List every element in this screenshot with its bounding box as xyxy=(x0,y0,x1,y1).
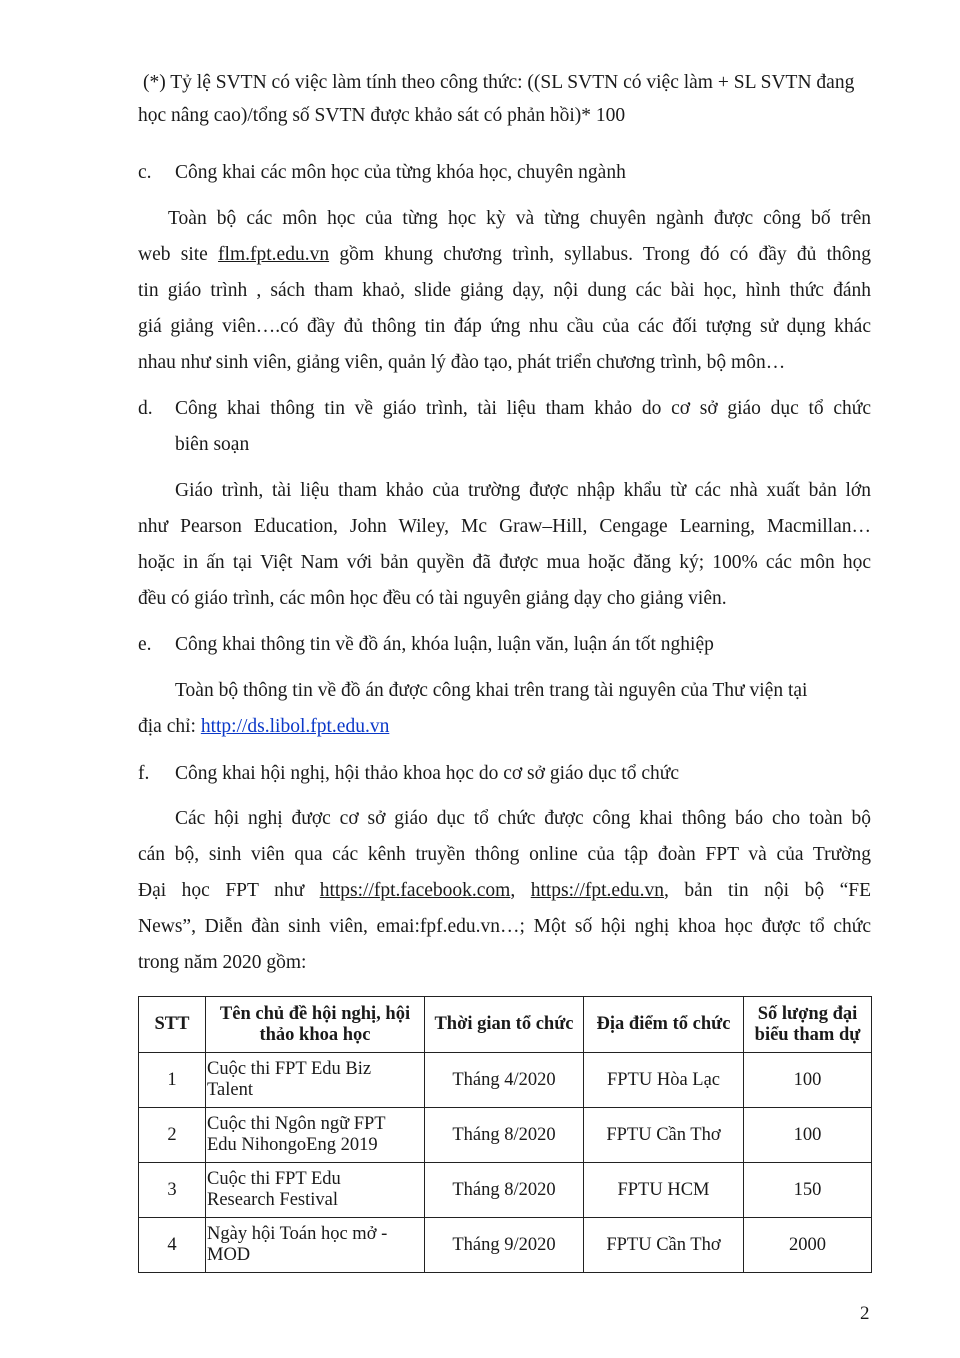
cell-stt: 3 xyxy=(139,1163,206,1218)
table-row xyxy=(139,1108,872,1163)
cell-count: 150 xyxy=(744,1163,872,1218)
section-d-title: Công khai thông tin về giáo trình, tài liệu tham khảo do cơ sở giáo dục tổ chức xyxy=(175,398,871,419)
header-stt: STT xyxy=(139,997,206,1053)
section-d-body-line-4: đều có giáo trình, các môn học đều có tài nguyên giảng dạy cho giảng viên. xyxy=(138,588,727,609)
section-e-marker: e. xyxy=(138,634,152,655)
topic-line-2: Talent xyxy=(207,1080,253,1100)
library-link[interactable]: http://ds.libol.fpt.edu.vn xyxy=(200,716,390,737)
section-f-title: Công khai hội nghị, hội thảo khoa học do cơ sở giáo dục tổ chức xyxy=(175,763,679,784)
conference-table xyxy=(138,996,872,1273)
cell-stt: 4 xyxy=(139,1218,206,1273)
section-e-title: Công khai thông tin về đồ án, khóa luận, luận văn, luận án tốt nghiệp xyxy=(175,634,714,655)
section-d-heading xyxy=(138,397,871,421)
header-topic-line-1: Tên chủ đề hội nghị, hội xyxy=(219,1003,411,1024)
table-header-row xyxy=(139,997,872,1053)
facebook-link[interactable]: https://fpt.facebook.com xyxy=(319,880,511,901)
topic-line-2: MOD xyxy=(207,1245,251,1265)
table-row xyxy=(139,1053,872,1108)
section-d-body-line-2: như Pearson Education, John Wiley, Mc Graw–Hill, Cengage Learning, Macmillan… xyxy=(138,516,871,537)
cell-stt: 1 xyxy=(139,1053,206,1108)
topic-line-2: Research Festival xyxy=(207,1190,338,1210)
section-c-title: Công khai các môn học của từng khóa học, chuyên ngành xyxy=(175,162,626,183)
cell-place: FPTU Hòa Lạc xyxy=(584,1053,744,1108)
conference-table-container xyxy=(130,990,890,1276)
topic-line-2: Edu NihongoEng 2019 xyxy=(207,1135,378,1155)
cell-place: FPTU Cần Thơ xyxy=(584,1218,744,1273)
header-count xyxy=(744,997,872,1053)
section-e-heading xyxy=(138,633,714,657)
header-time: Thời gian tổ chức xyxy=(425,997,584,1053)
text: Đại học FPT như xyxy=(138,880,320,901)
section-c-marker: c. xyxy=(138,162,152,183)
section-f-heading xyxy=(138,762,679,786)
note-line-2: học nâng cao)/tổng số SVTN được khảo sát có phản hồi)* 100 xyxy=(138,105,626,126)
topic-line-1: Ngày hội Toán học mở - xyxy=(207,1224,388,1244)
section-f-body-line-4: News”, Diễn đàn sinh viên, emai:fpf.edu.vn…; Một số hội nghị khoa học được tổ chức xyxy=(138,916,871,937)
cell-time: Tháng 4/2020 xyxy=(425,1053,584,1108)
cell-topic xyxy=(206,1108,425,1163)
header-place: Địa điểm tổ chức xyxy=(584,997,744,1053)
section-f-marker: f. xyxy=(138,763,150,784)
table-row xyxy=(139,1218,872,1273)
text: gồm khung chương trình, syllabus. Trong đó có đầy đủ thông xyxy=(329,244,871,265)
text: , xyxy=(510,880,531,901)
section-e-body-line-2 xyxy=(138,715,389,739)
section-c-body-line-3: tin giáo trình , sách tham khaỏ, slide giảng dạy, nội dung các bài học, hình thức đánh xyxy=(138,280,871,301)
section-d-body-line-3: hoặc in ấn tại Việt Nam với bản quyền đã được mua hoặc đăng ký; 100% các môn học xyxy=(138,552,871,573)
note-line-1: (*) Tỷ lệ SVTN có việc làm tính theo công thức: ((SL SVTN có việc làm + SL SVTN đang xyxy=(143,72,855,93)
cell-count: 100 xyxy=(744,1053,872,1108)
section-c-body-line-1: Toàn bộ các môn học của từng học kỳ và từng chuyên ngành được công bố trên xyxy=(168,208,871,229)
text: web site xyxy=(138,244,219,265)
section-f-body-line-3 xyxy=(138,879,871,903)
section-d-body-line-1: Giáo trình, tài liệu tham khảo của trường được nhập khẩu từ các nhà xuất bản lớn xyxy=(175,480,871,501)
topic-line-1: Cuộc thi Ngôn ngữ FPT xyxy=(207,1114,386,1134)
cell-count: 2000 xyxy=(744,1218,872,1273)
cell-topic xyxy=(206,1163,425,1218)
table-row xyxy=(139,1163,872,1218)
cell-count: 100 xyxy=(744,1108,872,1163)
topic-line-1: Cuộc thi FPT Edu Biz xyxy=(207,1059,372,1079)
cell-topic xyxy=(206,1218,425,1273)
section-d-heading-line-2: biên soạn xyxy=(175,434,250,455)
header-count-line-1: Số lượng đại xyxy=(757,1003,858,1024)
cell-time: Tháng 9/2020 xyxy=(425,1218,584,1273)
text: , bản tin nội bộ “FE xyxy=(663,880,871,901)
cell-time: Tháng 8/2020 xyxy=(425,1108,584,1163)
cell-place: FPTU Cần Thơ xyxy=(584,1108,744,1163)
section-f-body-line-2: cán bộ, sinh viên qua các kênh truyền thông online của tập đoàn FPT và của Trường xyxy=(138,844,871,865)
section-e-body-line-1: Toàn bộ thông tin về đồ án được công khai trên trang tài nguyên của Thư viện tại xyxy=(175,680,808,701)
text: địa chỉ: xyxy=(138,716,201,737)
header-count-line-2: biểu tham dự xyxy=(754,1024,861,1045)
cell-time: Tháng 8/2020 xyxy=(425,1163,584,1218)
section-d-marker: d. xyxy=(138,398,153,419)
topic-line-1: Cuộc thi FPT Edu xyxy=(207,1169,341,1189)
header-topic-line-2: thảo khoa học xyxy=(259,1024,371,1045)
page-number: 2 xyxy=(860,1303,870,1324)
section-c-body-line-2 xyxy=(138,243,871,267)
cell-stt: 2 xyxy=(139,1108,206,1163)
section-f-body-line-1: Các hội nghị được cơ sở giáo dục tổ chức được công khai thông báo cho toàn bộ xyxy=(175,808,871,829)
fpt-edu-link[interactable]: https://fpt.edu.vn xyxy=(530,880,664,901)
section-c-body-line-5: nhau như sinh viên, giảng viên, quản lý đào tạo, phát triển chương trình, bộ môn… xyxy=(138,352,786,373)
cell-place: FPTU HCM xyxy=(584,1163,744,1218)
flm-link[interactable]: flm.fpt.edu.vn xyxy=(218,244,330,265)
header-topic xyxy=(206,997,425,1053)
section-c-heading xyxy=(138,161,626,185)
section-c-body-line-4: giá giảng viên….có đầy đủ thông tin đáp ứng nhu cầu của các đối tượng sử dụng khác xyxy=(138,316,871,337)
cell-topic xyxy=(206,1053,425,1108)
section-f-body-line-5: trong năm 2020 gồm: xyxy=(138,952,307,973)
